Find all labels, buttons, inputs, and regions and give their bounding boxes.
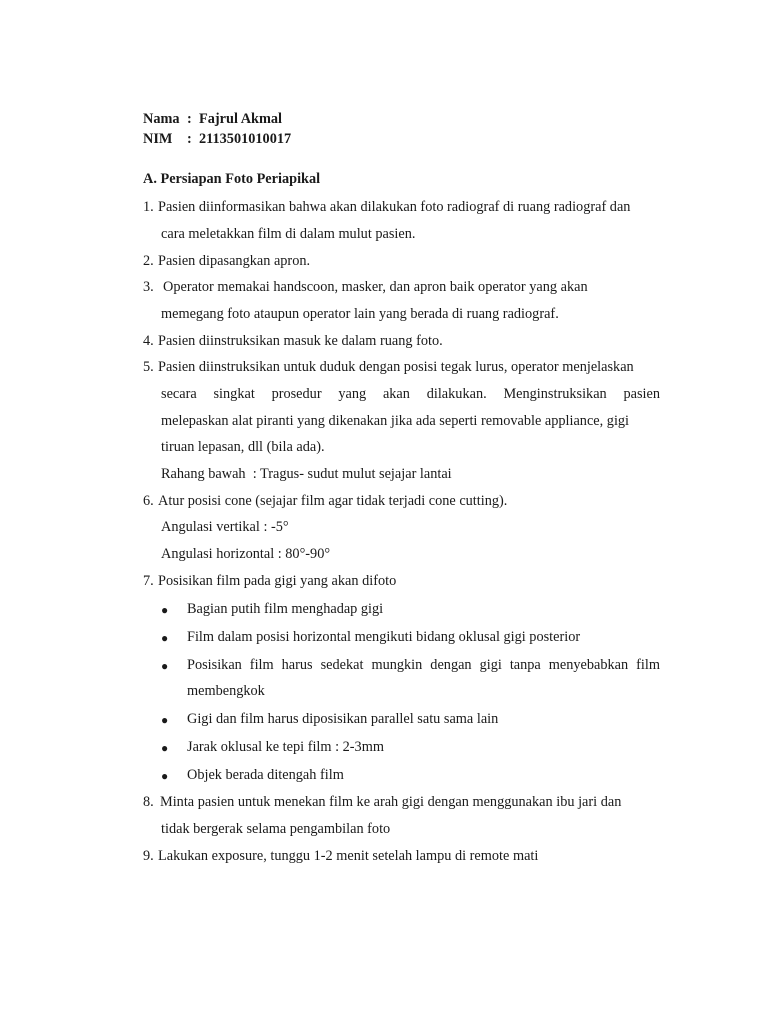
section-title: A. Persiapan Foto Periapikal: [143, 171, 321, 187]
item-4-line-1: Pasien diinstruksikan masuk ke dalam ruang foto.: [158, 333, 443, 349]
item-9-number: 9.: [143, 848, 154, 864]
item-6-line-1: Atur posisi cone (sejajar film agar tidak terjadi cone cutting).: [158, 493, 508, 509]
item-8-number: 8.: [143, 794, 154, 810]
item-1-line-1: Pasien diinformasikan bahwa akan dilakukan foto radiograf di ruang radiograf dan: [158, 199, 631, 215]
nama-separator: :: [187, 111, 192, 127]
item-5-line-3: melepaskan alat piranti yang dikenakan jika ada seperti removable appliance, gigi: [161, 413, 630, 429]
item-7-bullet-1: Bagian putih film menghadap gigi: [187, 601, 384, 617]
item-7-bullet-6: Objek berada ditengah film: [187, 767, 344, 783]
item-5-line-5: Rahang bawah : Tragus- sudut mulut sejajar lantai: [161, 466, 452, 482]
item-7-line-1: Posisikan film pada gigi yang akan difoto: [158, 573, 397, 589]
item-2-number: 2.: [143, 253, 154, 269]
item-1-line-2: cara meletakkan film di dalam mulut pasien.: [161, 226, 416, 242]
item-6-number: 6.: [143, 493, 154, 509]
item-7-bullet-4: Gigi dan film harus diposisikan parallel satu sama lain: [187, 711, 499, 727]
item-5-line-2: secara singkat prosedur yang akan dilakukan. Menginstruksikan pasien: [161, 386, 660, 402]
item-1-number: 1.: [143, 199, 154, 215]
item-3-line-2: memegang foto ataupun operator lain yang berada di ruang radiograf.: [161, 306, 559, 322]
nim-label: NIM: [143, 131, 173, 147]
item-9-line-1: Lakukan exposure, tunggu 1-2 menit setelah lampu di remote mati: [158, 848, 539, 864]
bullet-icon: ●: [161, 603, 169, 617]
bullet-icon: ●: [161, 769, 169, 783]
item-7-bullet-2: Film dalam posisi horizontal mengikuti bidang oklusal gigi posterior: [187, 629, 581, 645]
nim-value: 2113501010017: [199, 131, 292, 147]
item-3-number: 3.: [143, 279, 154, 295]
item-7-number: 7.: [143, 573, 154, 589]
item-8-line-2: tidak bergerak selama pengambilan foto: [161, 821, 391, 837]
item-4-number: 4.: [143, 333, 154, 349]
nama-value: Fajrul Akmal: [199, 111, 283, 127]
item-8-line-1: Minta pasien untuk menekan film ke arah gigi dengan menggunakan ibu jari dan: [160, 794, 622, 810]
item-5-number: 5.: [143, 359, 154, 375]
item-5-line-1: Pasien diinstruksikan untuk duduk dengan posisi tegak lurus, operator menjelaskan: [158, 359, 634, 375]
nim-separator: :: [187, 131, 192, 147]
bullet-icon: ●: [161, 713, 169, 727]
item-2-line-1: Pasien dipasangkan apron.: [158, 253, 311, 269]
item-7-bullet-5: Jarak oklusal ke tepi film : 2-3mm: [187, 739, 384, 755]
item-5-line-4: tiruan lepasan, dll (bila ada).: [161, 439, 325, 455]
item-7-bullet-3-line-1: Posisikan film harus sedekat mungkin dengan gigi tanpa menyebabkan film: [187, 657, 660, 673]
nama-label: Nama: [143, 111, 180, 127]
bullet-icon: ●: [161, 631, 169, 645]
bullet-icon: ●: [161, 659, 169, 673]
item-7-bullet-3-line-2: membengkok: [187, 683, 265, 699]
item-6-angulation-horizontal: Angulasi horizontal : 80°-90°: [161, 546, 331, 562]
item-6-angulation-vertical: Angulasi vertikal : -5°: [161, 519, 289, 535]
item-3-line-1: Operator memakai handscoon, masker, dan apron baik operator yang akan: [163, 279, 588, 295]
bullet-icon: ●: [161, 741, 169, 755]
